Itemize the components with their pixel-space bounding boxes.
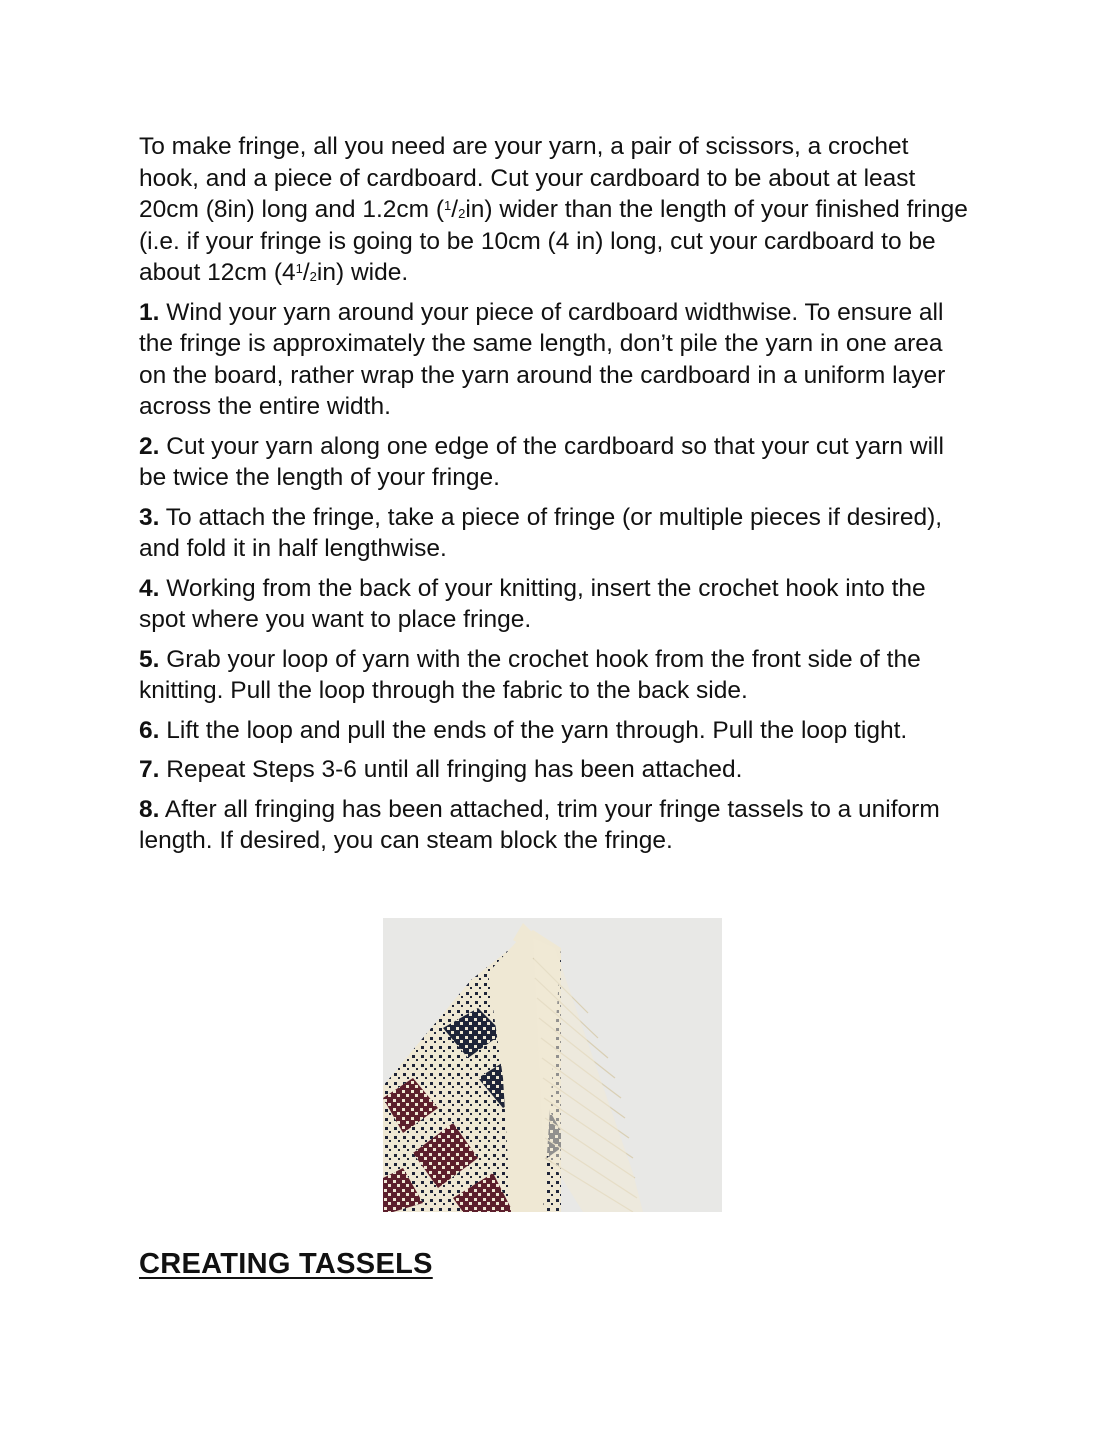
step-text: Working from the back of your knitting, insert the crochet hook into the spot where you want to place fringe.	[139, 574, 926, 633]
intro-text-1: To make fringe, all you need are your yarn, a pair of scissors, a crochet hook, and a piece of cardboard. Cut your cardboard to be about at least 20cm (8in) long and 1.2cm (	[139, 133, 916, 223]
step-number: 6.	[139, 716, 160, 744]
step-8	[139, 794, 969, 857]
step-text: Repeat Steps 3-6 until all fringing has been attached.	[159, 756, 743, 783]
step-number: 4.	[139, 574, 160, 602]
step-5	[139, 644, 969, 707]
instructions-body	[139, 131, 969, 865]
step-6	[139, 715, 969, 747]
half-fraction: $^1/_2$	[444, 196, 466, 223]
step-text: Lift the loop and pull the ends of the yarn through. Pull the loop tight.	[159, 716, 908, 744]
step-number: 1.	[139, 298, 160, 326]
step-text: Grab your loop of yarn with the crochet hook from the front side of the knitting. Pull the loop through the fabric to the back side.	[139, 645, 921, 704]
step-4	[139, 573, 969, 636]
step-text: Wind your yarn around your piece of cardboard widthwise. To ensure all the fringe is approximately the same length, don’t pile the yarn in one area on the board, rather wrap the yarn around the cardboard in a uniform layer across the entire width.	[139, 298, 946, 420]
step-text: After all fringing has been attached, trim your fringe tassels to a uniform length. If desired, you can steam block the fringe.	[139, 795, 940, 854]
step-text: To attach the fringe, take a piece of fringe (or multiple pieces if desired), and fold it in half lengthwise.	[139, 503, 943, 562]
step-2	[139, 431, 969, 494]
step-3	[139, 502, 969, 565]
knitted-fringe-photo	[383, 918, 722, 1212]
step-number: 5.	[139, 645, 160, 673]
step-number: 3.	[139, 503, 160, 531]
half-fraction: $^1/_2$	[295, 259, 317, 286]
step-1	[139, 297, 969, 423]
step-number: 2.	[139, 432, 160, 460]
intro-paragraph	[139, 131, 969, 289]
step-text: Cut your yarn along one edge of the cardboard so that your cut yarn will be twice the length of your fringe.	[139, 432, 944, 491]
step-7	[139, 754, 969, 786]
section-heading: CREATING TASSELS	[139, 1248, 433, 1280]
step-number: 8.	[139, 795, 160, 823]
intro-text-3: in) wide.	[316, 259, 409, 286]
intro-text-2: in) wider than the length of your finished fringe (i.e. if your fringe is going to be 10cm (4 in) long, cut your cardboard to be about 12cm (4	[139, 196, 968, 286]
step-number: 7.	[139, 756, 160, 783]
